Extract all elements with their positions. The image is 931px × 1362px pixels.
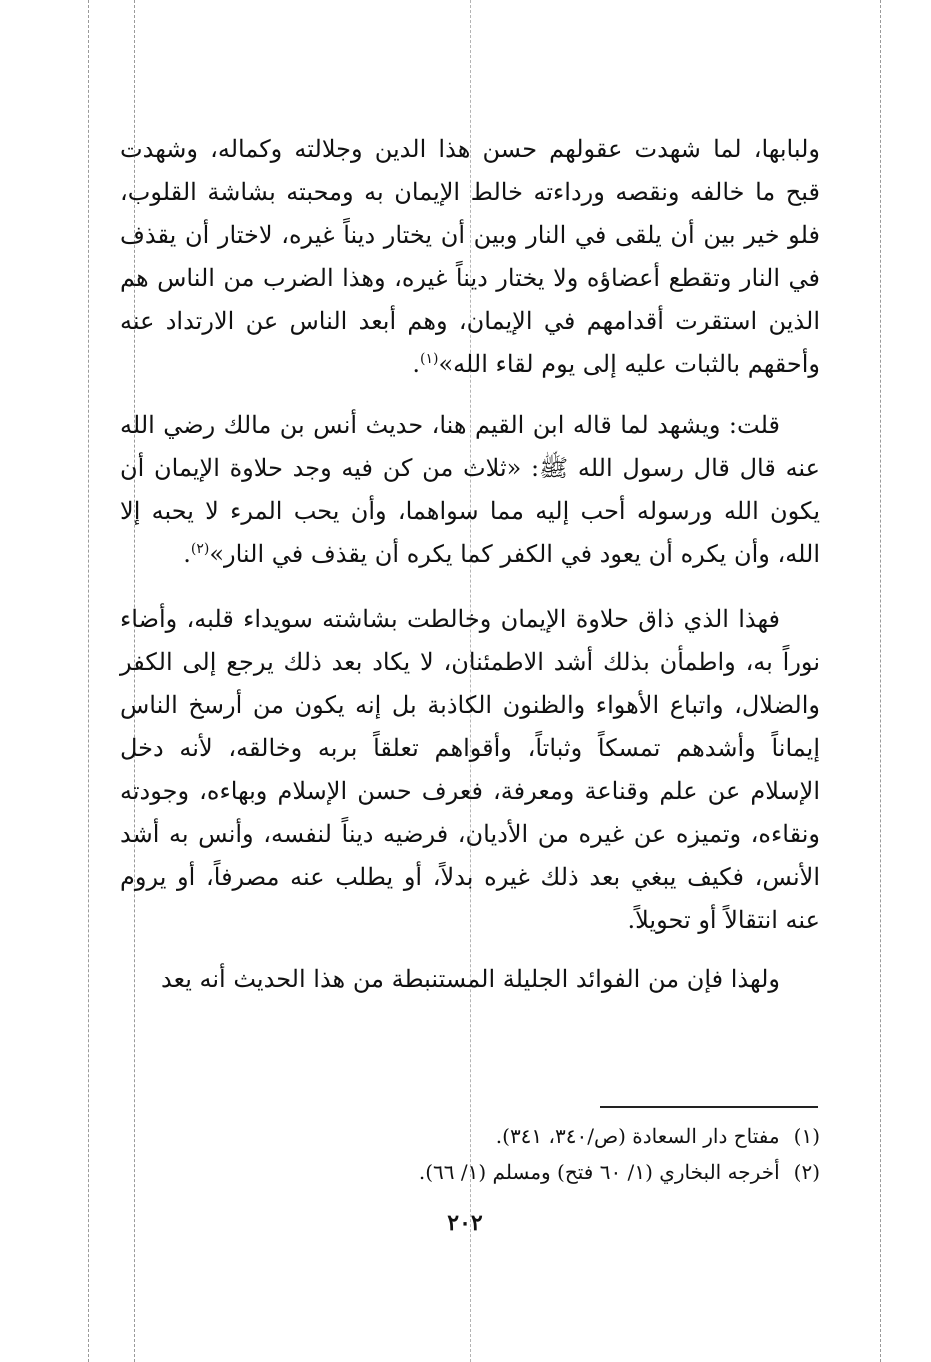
footnote-1-text: مفتاح دار السعادة (ص/٣٤٠، ٣٤١).: [495, 1124, 780, 1148]
footnote-ref-1: (١): [419, 351, 439, 367]
footnote-2-text: أخرجه البخاري (١/ ٦٠ فتح) ومسلم (١/ ٦٦).: [418, 1160, 780, 1184]
footnote-1: [120, 1118, 820, 1154]
paragraph-1: [120, 128, 820, 386]
paragraph-4: [120, 958, 820, 1001]
footnote-2-number: (٢): [793, 1160, 820, 1184]
footnote-1-number: (١): [793, 1124, 820, 1148]
paragraph-1-end: .: [412, 350, 420, 378]
footnote-ref-2: (٢): [190, 541, 210, 557]
paragraph-2: [120, 404, 820, 576]
footnote-2: [120, 1154, 820, 1190]
page-body: [120, 128, 820, 1001]
page-number: ٢٠٢: [447, 1210, 483, 1236]
paragraph-3: [120, 598, 820, 942]
footnote-separator: [600, 1106, 818, 1108]
paragraph-2-end: .: [183, 540, 191, 568]
paragraph-2-text: قلت: ويشهد لما قاله ابن القيم هنا، حديث أنس بن مالك رضي الله عنه قال قال رسول الله ﷺ: «ثلاث من كن فيه وجد حلاوة الإيمان أن يكون الله ورسوله أحب إليه مما سواهما، وأن يحب المرء لا يحبه إلا الله، وأن يكره أن يعود في الكفر كما يكره أن يقذف في النار»: [120, 411, 820, 568]
footnotes: [120, 1118, 820, 1190]
margin-guide-left: [88, 0, 89, 1362]
paragraph-1-text: ولبابها، لما شهدت عقولهم حسن هذا الدين وجلالته وكماله، وشهدت قبح ما خالفه ونقصه ورداءته خالط الإيمان به ومحبته بشاشة القلوب، فلو خير بين أن يلقى في النار وبين أن يختار ديناً غيره، لاختار أن يقذف في النار وتقطع أعضاؤه ولا يختار ديناً غيره، وهذا الضرب من الناس هم الذين استقرت أقدامهم في الإيمان، وهم أبعد الناس عن الارتداد عنه وأحقهم بالثبات عليه إلى يوم لقاء الله»: [120, 135, 820, 378]
margin-guide-right: [880, 0, 881, 1362]
paragraph-3-text: فهذا الذي ذاق حلاوة الإيمان وخالطت بشاشته سويداء قلبه، وأضاء نوراً به، واطمأن بذلك أشد الاطمئنان، لا يكاد بعد ذلك يرجع إلى الكفر والضلال، واتباع الأهواء والظنون الكاذبة بل إنه يكون من أرسخ الناس إيماناً وأشدهم تمسكاً وثباتاً، وأقواهم تعلقاً بربه وخالقه، لأنه دخل الإسلام عن علم وقناعة ومعرفة، فعرف حسن الإسلام وبهاءه، وجودته ونقاءه، وتميزه عن غيره من الأديان، فرضيه ديناً لنفسه، وأنس به أشد الأنس، فكيف يبغي بعد ذلك غيره بدلاً، أو يطلب عنه مصرفاً، أو يروم عنه انتقالاً أو تحويلاً.: [120, 605, 821, 934]
paragraph-4-text: ولهذا فإن من الفوائد الجليلة المستنبطة من هذا الحديث أنه يعد: [161, 965, 780, 993]
